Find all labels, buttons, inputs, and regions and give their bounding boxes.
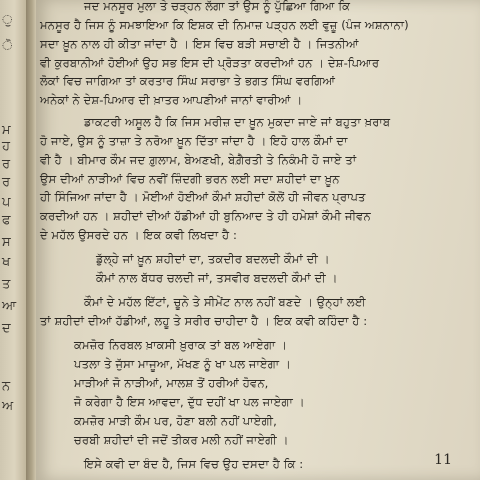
text-line: ਕੌਮਾਂ ਦੇ ਮਹੱਲ ਇੱਟਾਂ, ਚੂਨੇ ਤੇ ਸੀਮੇਂਟ ਨਾਲ ਨਹੀਂ ਬਣਦੇ । ਉਨ੍ਹਾਂ ਲਈ: [84, 295, 366, 309]
left-page-fragment: ੁ: [2, 13, 13, 28]
left-page-fragment: ਫ: [2, 213, 11, 228]
text-line: ਅਨੇਕਾਂ ਨੇ ਦੇਸ਼-ਪਿਆਰ ਦੀ ਖ਼ਾਤਰ ਆਪਣੀਆਂ ਜਾਨਾਂ ਵਾਰੀਆਂ ।: [40, 93, 303, 107]
left-page-fragment: ਦ: [2, 321, 11, 336]
text-line: ਲੋਕਾਂ ਵਿਚ ਜਾਗਿਆ ਤਾਂ ਕਰਤਾਰ ਸਿੰਘ ਸਰਾਭਾ ਤੇ ਭਗਤ ਸਿੰਘ ਵਰਗਿਆਂ: [40, 74, 336, 88]
left-page-fragment: ਖ: [2, 255, 11, 270]
left-page-fragment: ਅ: [2, 399, 14, 414]
left-page-fragment: ਨ: [2, 379, 11, 394]
book-gutter: [26, 0, 36, 480]
left-page-fragment: ਆ: [2, 299, 17, 314]
text-line: ਜਦ ਮਨਸੂਰ ਮੁਲਾ ਤੇ ਚੜ੍ਹਨ ਲੱਗਾ ਤਾਂ ਉਸ ਨੂੰ ਪੁੱਛਿਆ ਗਿਆ ਕਿ: [84, 0, 351, 13]
text-line: ਹੀ ਸਿੰਜਿਆ ਜਾਂਦਾ ਹੈ । ਮੋਈਆਂ ਹੋਈਆਂ ਕੌਮਾਂ ਸ਼ਹੀਦਾਂ ਕੋਲੋਂ ਹੀ ਜੀਵਨ ਪ੍ਰਾਪਤ: [40, 190, 366, 204]
text-line: ਵੀ ਹੈ । ਬੀਮਾਰ ਕੌਮ ਜਦ ਗ਼ੁਲਾਮ, ਬੇਅਣਖੀ, ਬੇਗ਼ੈਰਤੀ ਤੇ ਨਿਕੰਮੀ ਹੋ ਜਾਏ ਤਾਂ: [40, 153, 357, 167]
left-page-fragment: ਹ: [2, 139, 10, 154]
verse-line: ਕੌਮਾਂ ਨਾਲ ਬੱਧਰ ਚਲਦੀ ਜਾਂ, ਤਸਵੀਰ ਬਦਲਦੀ ਕੌਮਾਂ ਦੀ ।: [96, 271, 338, 285]
verse-line: ਚਰਬੀ ਸ਼ਹੀਦਾਂ ਦੀ ਜਦੋਂ ਤੀਕਰ ਮਲੀ ਨਹੀਂ ਜਾਏਗੀ ।: [74, 433, 289, 447]
previous-page-edge: [0, 0, 26, 480]
text-line: ਵੀ ਕੁਰਬਾਨੀਆਂ ਹੋਈਆਂ ਉਹ ਸਭ ਇਸ ਦੀ ਪ੍ਰੋੜਤਾ ਕਰਦੀਆਂ ਹਨ । ਦੇਸ਼-ਪਿਆਰ: [40, 56, 380, 70]
text-line: ਦੇ ਮਹੱਲ ਉਸਰਦੇ ਹਨ । ਇਕ ਕਵੀ ਲਿਖਦਾ ਹੈ :: [40, 228, 238, 242]
text-line: ਮਨਸੂਰ ਹੈ ਜਿਸ ਨੂੰ ਸਮਝਾਇਆ ਕਿ ਇਸ਼ਕ ਦੀ ਨਿਮਾਜ਼ ਪੜ੍ਹਨ ਲਈ ਵੁਜ਼ੂ (ਪੰਜ ਅਸ਼ਨਾਨਾ): [40, 18, 409, 32]
text-line: ਹੋ ਜਾਏ, ਉਸ ਨੂੰ ਤਾਜ਼ਾ ਤੇ ਨਰੋਆ ਖ਼ੂਨ ਦਿੱਤਾ ਜਾਂਦਾ ਹੈ । ਇਹੋ ਹਾਲ ਕੌਮਾਂ ਦਾ: [40, 134, 348, 148]
left-page-fragment: ਮ: [2, 123, 11, 138]
text-line: ਡਾਕਟਰੀ ਅਸੂਲ ਹੈ ਕਿ ਜਿਸ ਮਰੀਜ਼ ਦਾ ਖ਼ੂਨ ਮੁਕਦਾ ਜਾਏ ਜਾਂ ਬਹੁਤਾ ਖ਼ਰਾਬ: [84, 115, 391, 129]
book-page: [36, 0, 480, 480]
left-page-fragment: ਤ: [2, 277, 11, 292]
text-line: ਕਰਦੀਆਂ ਹਨ । ਸ਼ਹੀਦਾਂ ਦੀਆਂ ਹੱਡੀਆਂ ਹੀ ਬੁਨਿਆਦ ਤੇ ਹੀ ਹਮੇਸ਼ਾਂ ਕੌਮੀ ਜੀਵਨ: [40, 209, 371, 223]
verse-line: ਮਾੜੀਆਂ ਜੋ ਨਾੜੀਆਂ, ਮਾਲਸ਼ ਤੋਂ ਹਰੀਆਂ ਹੋਵਨ,: [74, 376, 269, 390]
verse-line: ਡੁੱਲ੍ਹੇ ਜਾਂ ਖ਼ੂਨ ਸ਼ਹੀਦਾਂ ਦਾ, ਤਕਦੀਰ ਬਦਲਦੀ ਕੌਮਾਂ ਦੀ ।: [96, 252, 330, 266]
text-line: ਉਸ ਦੀਆਂ ਨਾੜੀਆਂ ਵਿਚ ਨਵੀਂ ਜ਼ਿੰਦਗੀ ਭਰਨ ਲਈ ਸਦਾ ਸ਼ਹੀਦਾਂ ਦਾ ਖ਼ੂਨ: [40, 172, 340, 186]
left-page-fragment: ਰ: [2, 175, 11, 190]
left-page-fragment: ਸ: [2, 235, 11, 250]
text-line: ਤਾਂ ਸ਼ਹੀਦਾਂ ਦੀਆਂ ਹੱਡੀਆਂ, ਲਹੂ ਤੇ ਸਰੀਰ ਚਾਹੀਦਾ ਹੈ । ਇਕ ਕਵੀ ਕਹਿੰਦਾ ਹੈ :: [40, 314, 368, 328]
verse-line: ਕਮਜ਼ੋਰ ਨਿਰਬਲ ਖ਼ਾਕਸੀ ਖ਼ੁਰਾਕ ਤਾਂ ਬਲ ਆਏਗਾ ।: [74, 338, 288, 352]
text-line: ਇਸੇ ਕਵੀ ਦਾ ਬੰਦ ਹੈ, ਜਿਸ ਵਿਚ ਉਹ ਦਸਦਾ ਹੈ ਕਿ :: [84, 457, 304, 471]
left-page-fragment: ੋ: [2, 39, 13, 54]
verse-line: ਪਤਲਾ ਤੇ ਜੁੱਸਾ ਮਾਜੂਆ, ਮੱਖਣ ਨੂੰ ਖਾ ਪਲ ਜਾਏਗਾ ।: [74, 357, 291, 371]
left-page-fragment: ਰ: [2, 157, 11, 172]
text-line: ਸਦਾ ਖ਼ੂਨ ਨਾਲ ਹੀ ਕੀਤਾ ਜਾਂਦਾ ਹੈ । ਇਸ ਵਿਚ ਬੜੀ ਸਚਾਈ ਹੈ । ਜਿਤਨੀਆਂ: [40, 37, 359, 51]
left-page-fragment: ਪ: [2, 195, 11, 210]
page-number: 11: [434, 452, 452, 468]
verse-line: ਜੋ ਕਰੇਗਾ ਹੈ ਇਸ ਆਵਦਾ, ਦੁੱਧ ਦਹੀਂ ਖਾ ਪਲ ਜਾਏਗਾ ।: [74, 395, 305, 409]
verse-line: ਕਮਜ਼ੋਰ ਮਾੜੀ ਕੌਮ ਪਰ, ਹੋਣਾ ਬਲੀ ਨਹੀਂ ਪਾਏਗੀ,: [74, 414, 277, 428]
